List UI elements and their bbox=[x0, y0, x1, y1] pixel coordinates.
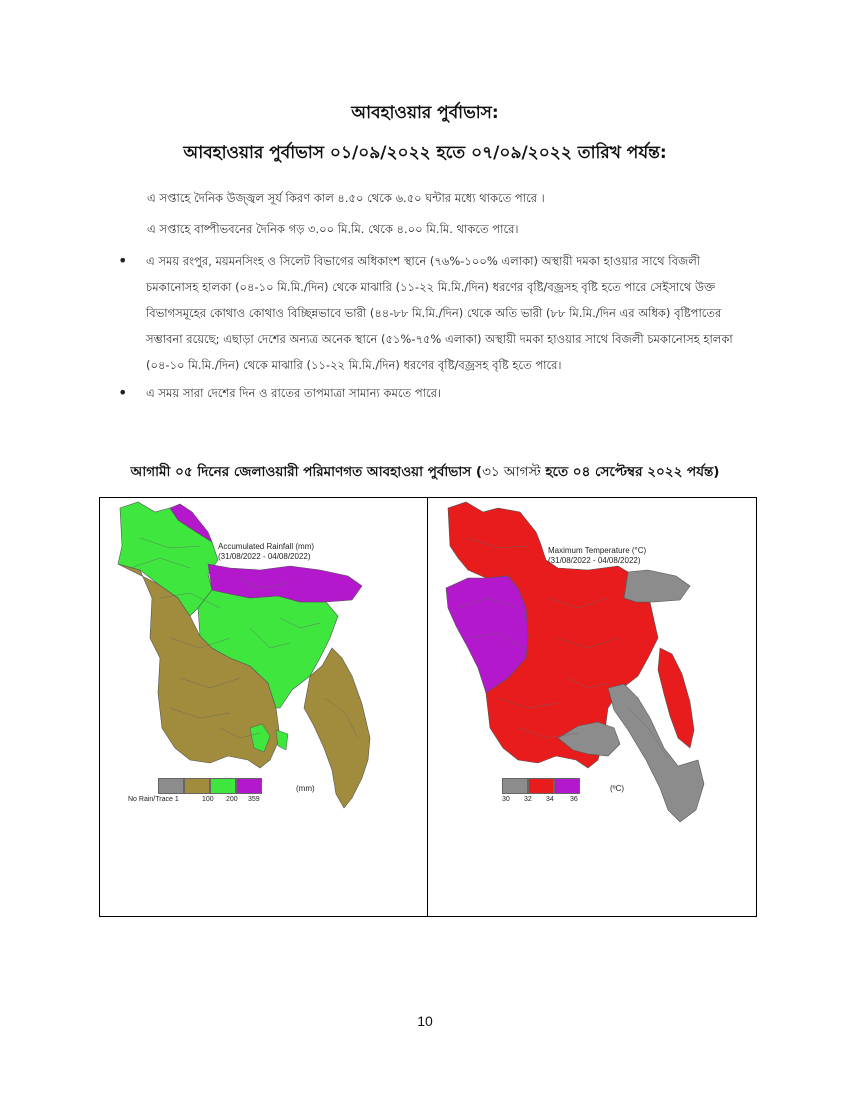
rainfall-legend bbox=[158, 778, 262, 794]
list-item bbox=[118, 248, 740, 378]
list-item bbox=[118, 380, 740, 406]
legend-swatch bbox=[502, 778, 528, 794]
legend-label: 34 bbox=[546, 796, 554, 803]
legend-label: 100 bbox=[202, 796, 214, 803]
rainfall-map-title: Accumulated Rainfall (mm) bbox=[218, 542, 315, 551]
temperature-map-dates: (31/08/2022 - 04/08/2022) bbox=[548, 556, 641, 565]
temperature-region-red-southeast bbox=[658, 648, 694, 748]
rainfall-forecast-text: এ সময় রংপুর, ময়মনসিংহ ও সিলেট বিভাগের অধিকাংশ স্থানে (৭৬%-১০০% এলাকা) অস্থায়ী দমকা হাওয়ার সাথে বিজলী চমকানোসহ হালকা (০৪-১০ মি.মি./দিন) থেকে মাঝারি (১১-২২ মি.মি./দিন) ধরণের বৃষ্টি/বজ্রসহ বৃষ্টি হতে পারে সেইসাথে উক্ত বিভাগসমূহের কোথাও কোথাও বিচ্ছিন্নভাবে ভারী (৪৪-৮৮ মি.মি./দিন) থেকে অতি ভারী (৮৮ মি.মি./দিন এর অধিক) বৃষ্টিপাতের সম্ভাবনা রয়েছে; এছাড়া দেশের অন্যত্র অনেক স্থানে (৫১%-৭৫% এলাকা) অস্থায়ী দমকা হাওয়ার সাথে বিজলী চমকানোসহ হালকা (০৪-১০ মি.মি./দিন) থেকে মাঝারি (১১-২২ মি.মি./দিন) ধরণের বৃষ্টি/বজ্রসহ বৃষ্টি হতে পারে। bbox=[146, 254, 733, 372]
legend-swatch bbox=[554, 778, 580, 794]
legend-label: 30 bbox=[502, 796, 510, 803]
temperature-unit: (ºC) bbox=[610, 784, 625, 793]
temperature-region-grey-northeast bbox=[624, 570, 690, 602]
temperature-map-cell bbox=[428, 498, 756, 916]
section-title-part: আগামী ০৫ দিনের জেলাওয়ারী পরিমাণগত আবহাওয়া পুর্বাভাস ( bbox=[130, 464, 483, 480]
page-heading: আবহাওয়ার পুর্বাভাস: bbox=[351, 103, 499, 123]
evaporation-paragraph: এ সপ্তাহে বাষ্পীভবনের দৈনিক গড় ৩.০০ মি.মি. থেকে ৪.০০ মি.মি. থাকতে পারে। bbox=[147, 222, 519, 236]
temperature-forecast-text: এ সময় সারা দেশের দিন ও রাতের তাপমাত্রা সামান্য কমতে পারে। bbox=[146, 386, 442, 400]
rainfall-map-cell bbox=[100, 498, 428, 916]
temperature-map-title: Maximum Temperature (°C) bbox=[548, 546, 647, 555]
rainfall-map-dates: (31/08/2022 - 04/08/2022) bbox=[218, 552, 311, 561]
forecast-bullet-list bbox=[118, 248, 740, 406]
legend-swatch bbox=[236, 778, 262, 794]
rainfall-unit: (mm) bbox=[296, 784, 315, 793]
legend-swatch bbox=[528, 778, 554, 794]
legend-label: 36 bbox=[570, 796, 578, 803]
section-title-part: হতে ০৪ সেপ্টেম্বর ২০২২ পর্যন্ত) bbox=[540, 464, 720, 480]
temperature-legend bbox=[502, 778, 580, 794]
sunshine-paragraph: এ সপ্তাহে দৈনিক উজ্জ্বল সূর্য কিরণ কাল ৪.৫০ থেকে ৬.৫০ ঘন্টার মধ্যে থাকতে পারে । bbox=[147, 191, 545, 205]
district-forecast-section-title bbox=[0, 461, 850, 484]
legend-label: 359 bbox=[248, 796, 260, 803]
legend-swatch bbox=[210, 778, 236, 794]
legend-swatch bbox=[158, 778, 184, 794]
bullet-icon: • bbox=[118, 383, 128, 402]
forecast-maps-table bbox=[99, 497, 757, 917]
bullet-icon: • bbox=[118, 251, 128, 270]
page-number: 10 bbox=[417, 1013, 433, 1029]
legend-swatch bbox=[184, 778, 210, 794]
forecast-period-heading: আবহাওয়ার পুর্বাভাস ০১/০৯/২০২২ হতে ০৭/০৯/২০২২ তারিখ পর্যন্ত: bbox=[183, 143, 667, 163]
section-title-date: ৩১ আগস্ট bbox=[482, 464, 541, 480]
legend-label: 200 bbox=[226, 796, 238, 803]
legend-label: No Rain/Trace 1 bbox=[128, 796, 179, 803]
legend-label: 32 bbox=[524, 796, 532, 803]
